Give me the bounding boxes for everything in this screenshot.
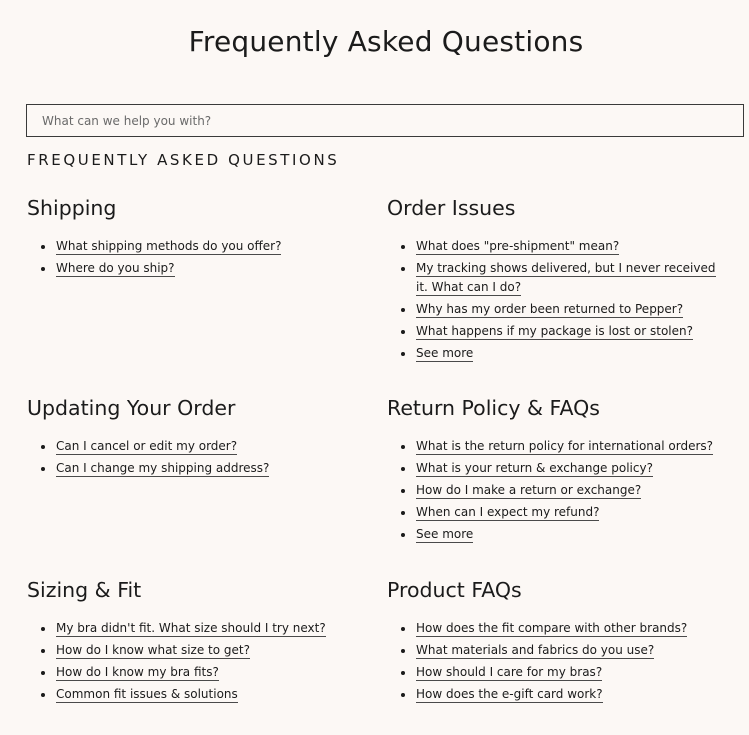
bullet-icon [41, 467, 45, 471]
bullet-icon [401, 693, 405, 697]
list-item [27, 619, 326, 638]
bullet-icon [401, 245, 405, 249]
list-item [27, 237, 281, 256]
category-product-faqs [387, 577, 732, 701]
bullet-icon [401, 352, 405, 356]
faq-list-order-issues [387, 237, 721, 366]
bullet-icon [41, 627, 45, 631]
faq-link[interactable]: What does "pre-shipment" mean? [416, 239, 620, 253]
faq-link[interactable]: How should I care for my bras? [416, 665, 603, 679]
faq-link[interactable]: What shipping methods do you offer? [56, 239, 282, 253]
category-title-updating-order: Updating Your Order [27, 396, 236, 420]
list-item [27, 641, 326, 660]
faq-link[interactable]: Why has my order been returned to Pepper? [416, 302, 684, 316]
faq-link[interactable]: How does the fit compare with other brands? [416, 621, 688, 635]
category-title-product-faqs: Product FAQs [387, 578, 522, 602]
list-item [387, 685, 687, 704]
list-item [387, 663, 687, 682]
list-item [387, 259, 721, 297]
bullet-icon [41, 649, 45, 653]
bullet-icon [401, 489, 405, 493]
faq-link[interactable]: What is your return & exchange policy? [416, 461, 653, 475]
faq-list-sizing-fit [27, 619, 326, 707]
bullet-icon [401, 445, 405, 449]
bullet-icon [401, 330, 405, 334]
category-updating-order [27, 395, 372, 475]
bullet-icon [401, 649, 405, 653]
bullet-icon [401, 308, 405, 312]
list-item [387, 641, 687, 660]
category-title-shipping: Shipping [27, 196, 117, 220]
faq-link[interactable]: Common fit issues & solutions [56, 687, 238, 701]
list-item [387, 525, 713, 544]
list-item [387, 300, 721, 319]
list-item [27, 459, 269, 478]
bullet-icon [41, 445, 45, 449]
category-title-sizing-fit: Sizing & Fit [27, 578, 142, 602]
category-order-issues [387, 195, 732, 360]
list-item [387, 481, 713, 500]
bullet-icon [401, 627, 405, 631]
bullet-icon [41, 671, 45, 675]
faq-link[interactable]: How do I know what size to get? [56, 643, 250, 657]
bullet-icon [401, 671, 405, 675]
faq-list-shipping [27, 237, 281, 281]
search-input[interactable] [26, 104, 744, 137]
faq-link[interactable]: What materials and fabrics do you use? [416, 643, 655, 657]
category-return-policy [387, 395, 732, 541]
faq-list-updating-order [27, 437, 269, 481]
list-item [387, 437, 713, 456]
bullet-icon [401, 533, 405, 537]
faq-section-heading: FREQUENTLY ASKED QUESTIONS [27, 151, 340, 169]
list-item [387, 322, 721, 341]
page-title: Frequently Asked Questions [188, 25, 584, 58]
category-title-order-issues: Order Issues [387, 196, 516, 220]
faq-link[interactable]: Can I change my shipping address? [56, 461, 270, 475]
category-shipping [27, 195, 372, 275]
see-more-link[interactable]: See more [416, 527, 474, 541]
bullet-icon [401, 467, 405, 471]
list-item [387, 503, 713, 522]
faq-list-product-faqs [387, 619, 687, 707]
list-item [387, 619, 687, 638]
faq-link[interactable]: What happens if my package is lost or stolen? [416, 324, 693, 338]
faq-list-return-policy [387, 437, 713, 547]
list-item [27, 663, 326, 682]
faq-link[interactable]: My bra didn't fit. What size should I try next? [56, 621, 326, 635]
faq-link[interactable]: My tracking shows delivered, but I never received it. What can I do? [416, 261, 716, 294]
faq-link[interactable]: Where do you ship? [56, 261, 175, 275]
faq-link[interactable]: What is the return policy for international orders? [416, 439, 714, 453]
list-item [387, 237, 721, 256]
list-item [27, 437, 269, 456]
category-sizing-fit [27, 577, 372, 701]
faq-link[interactable]: How does the e-gift card work? [416, 687, 603, 701]
faq-link[interactable]: Can I cancel or edit my order? [56, 439, 238, 453]
faq-link[interactable]: How do I make a return or exchange? [416, 483, 642, 497]
list-item [387, 459, 713, 478]
list-item [387, 344, 721, 363]
bullet-icon [41, 245, 45, 249]
faq-link[interactable]: When can I expect my refund? [416, 505, 600, 519]
category-title-return-policy: Return Policy & FAQs [387, 396, 600, 420]
bullet-icon [401, 511, 405, 515]
bullet-icon [41, 693, 45, 697]
list-item [27, 259, 281, 278]
faq-link[interactable]: How do I know my bra fits? [56, 665, 219, 679]
list-item [27, 685, 326, 704]
bullet-icon [41, 267, 45, 271]
bullet-icon [401, 267, 405, 271]
see-more-link[interactable]: See more [416, 346, 474, 360]
